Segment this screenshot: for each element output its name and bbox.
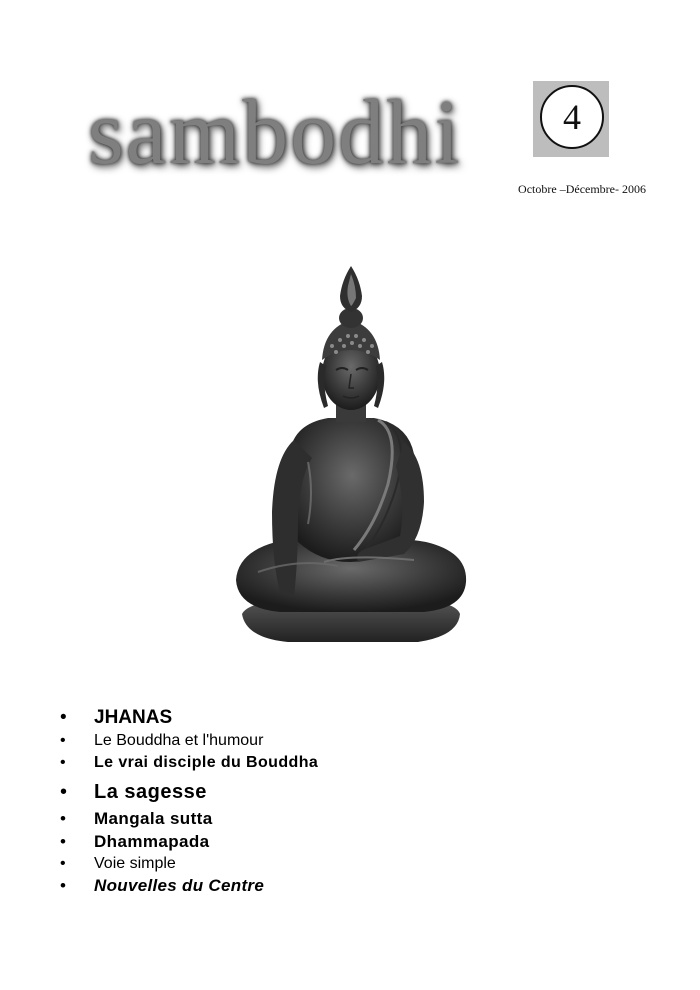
seated-buddha-statue-icon xyxy=(228,262,474,648)
contents-item-nouvelles: • Nouvelles du Centre xyxy=(58,874,318,897)
contents-item-dhammapada: • Dhammapada xyxy=(58,830,318,853)
contents-item-jhanas: • JHANAS xyxy=(58,706,318,730)
issue-number-badge xyxy=(533,81,609,157)
contents-item-mangala-sutta: • Mangala sutta xyxy=(58,807,318,830)
contents-list xyxy=(58,706,318,897)
contents-item-sagesse: • La sagesse xyxy=(58,778,318,807)
issue-number: 4 xyxy=(540,85,604,149)
contents-item-vrai-disciple: • Le vrai disciple du Bouddha xyxy=(58,751,318,774)
contents-item-voie-simple: • Voie simple xyxy=(58,853,318,874)
contents-item-humour: • Le Bouddha et l'humour xyxy=(58,730,318,751)
issue-date: Octobre –Décembre- 2006 xyxy=(518,182,646,196)
masthead-title: sambodhi xyxy=(88,81,462,183)
